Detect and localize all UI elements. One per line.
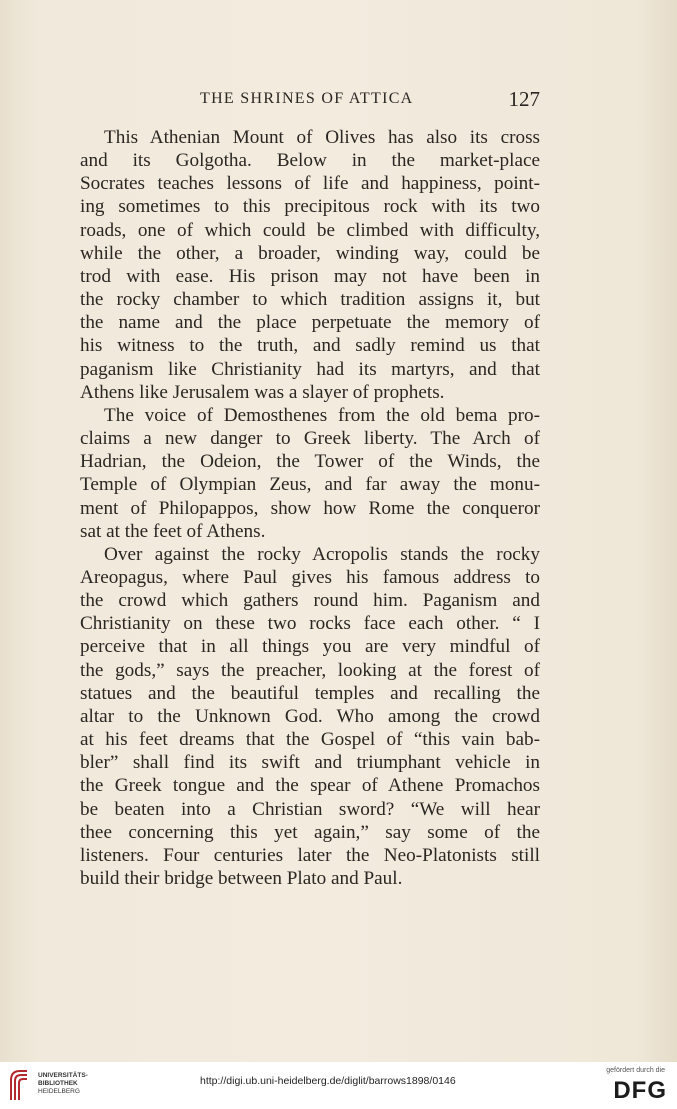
text-line: at his feet dreams that the Gospel of “this vain bab- — [80, 729, 540, 751]
paragraph — [80, 126, 540, 404]
text-line: This Athenian Mount of Olives has also its cross — [104, 127, 540, 148]
text-line: trod with ease. His prison may not have been in — [80, 265, 540, 287]
text-line: roads, one of which could be climbed with difficulty, — [80, 219, 540, 241]
text-line: the rocky chamber to which tradition assigns it, but — [80, 289, 540, 311]
digitization-footer — [0, 1062, 677, 1109]
library-logo-icon — [8, 1068, 30, 1102]
text-line: statues and the beautiful temples and recalling the — [80, 682, 540, 704]
text-line: Areopagus, where Paul gives his famous address to — [80, 566, 540, 588]
text-line: and its Golgotha. Below in the market-place — [80, 150, 540, 172]
text-line: the Greek tongue and the spear of Athene Promachos — [80, 775, 540, 797]
text-line: the name and the place perpetuate the memory of — [80, 312, 540, 334]
funded-by-label: gefördert durch die — [606, 1067, 665, 1074]
running-header-title: THE SHRINES OF ATTICA — [200, 90, 414, 107]
text-line: his witness to the truth, and sadly remind us that — [80, 335, 540, 357]
text-line: ing sometimes to this precipitous rock with its two — [80, 196, 540, 218]
text-line: Christianity on these two rocks face each other. “ I — [80, 613, 540, 635]
library-name — [38, 1072, 88, 1096]
text-line: The voice of Demosthenes from the old bema pro- — [104, 404, 540, 426]
text-line: sat at the feet of Athens. — [80, 520, 266, 542]
text-line: build their bridge between Plato and Paul. — [80, 868, 403, 889]
page-number: 127 — [508, 87, 540, 111]
library-name-line1: UNIVERSITÄTS- — [38, 1072, 88, 1079]
text-line: the gods,” says the preacher, looking at the forest of — [80, 659, 540, 681]
library-name-line2: BIBLIOTHEK — [38, 1080, 78, 1087]
text-line: Hadrian, the Odeion, the Tower of the Winds, the — [80, 451, 540, 473]
text-line: Temple of Olympian Zeus, and far away the monu- — [80, 474, 540, 496]
text-line: be beaten into a Christian sword? “We will hear — [80, 798, 540, 820]
text-line: altar to the Unknown God. Who among the crowd — [80, 705, 540, 727]
text-line: perceive that in all things you are very mindful of — [80, 636, 540, 658]
paragraph — [80, 543, 540, 890]
dfg-logo: DFG — [613, 1077, 667, 1104]
library-name-line3: HEIDELBERG — [38, 1088, 80, 1095]
permalink-url[interactable]: http://digi.ub.uni-heidelberg.de/diglit/barrows1898/0146 — [200, 1075, 456, 1087]
body-text — [80, 126, 540, 890]
text-line: ment of Philopappos, show how Rome the conqueror — [80, 497, 540, 519]
text-line: claims a new danger to Greek liberty. The Arch of — [80, 428, 540, 450]
text-line: thee concerning this yet again,” say some of the — [80, 821, 540, 843]
text-line: Socrates teaches lessons of life and happiness, point- — [80, 173, 540, 195]
running-header — [80, 87, 540, 114]
text-line: the crowd which gathers round him. Paganism and — [80, 590, 540, 612]
text-line: paganism like Christianity had its martyrs, and that — [80, 358, 540, 380]
text-line: Over against the rocky Acropolis stands the rocky — [104, 543, 540, 565]
text-line: Athens like Jerusalem was a slayer of prophets. — [80, 381, 445, 403]
text-line: listeners. Four centuries later the Neo-Platonists still — [80, 844, 540, 866]
text-line: while the other, a broader, winding way, could be — [80, 242, 540, 264]
paragraph — [80, 404, 540, 543]
text-line: bler” shall find its swift and triumphant vehicle in — [80, 752, 540, 774]
